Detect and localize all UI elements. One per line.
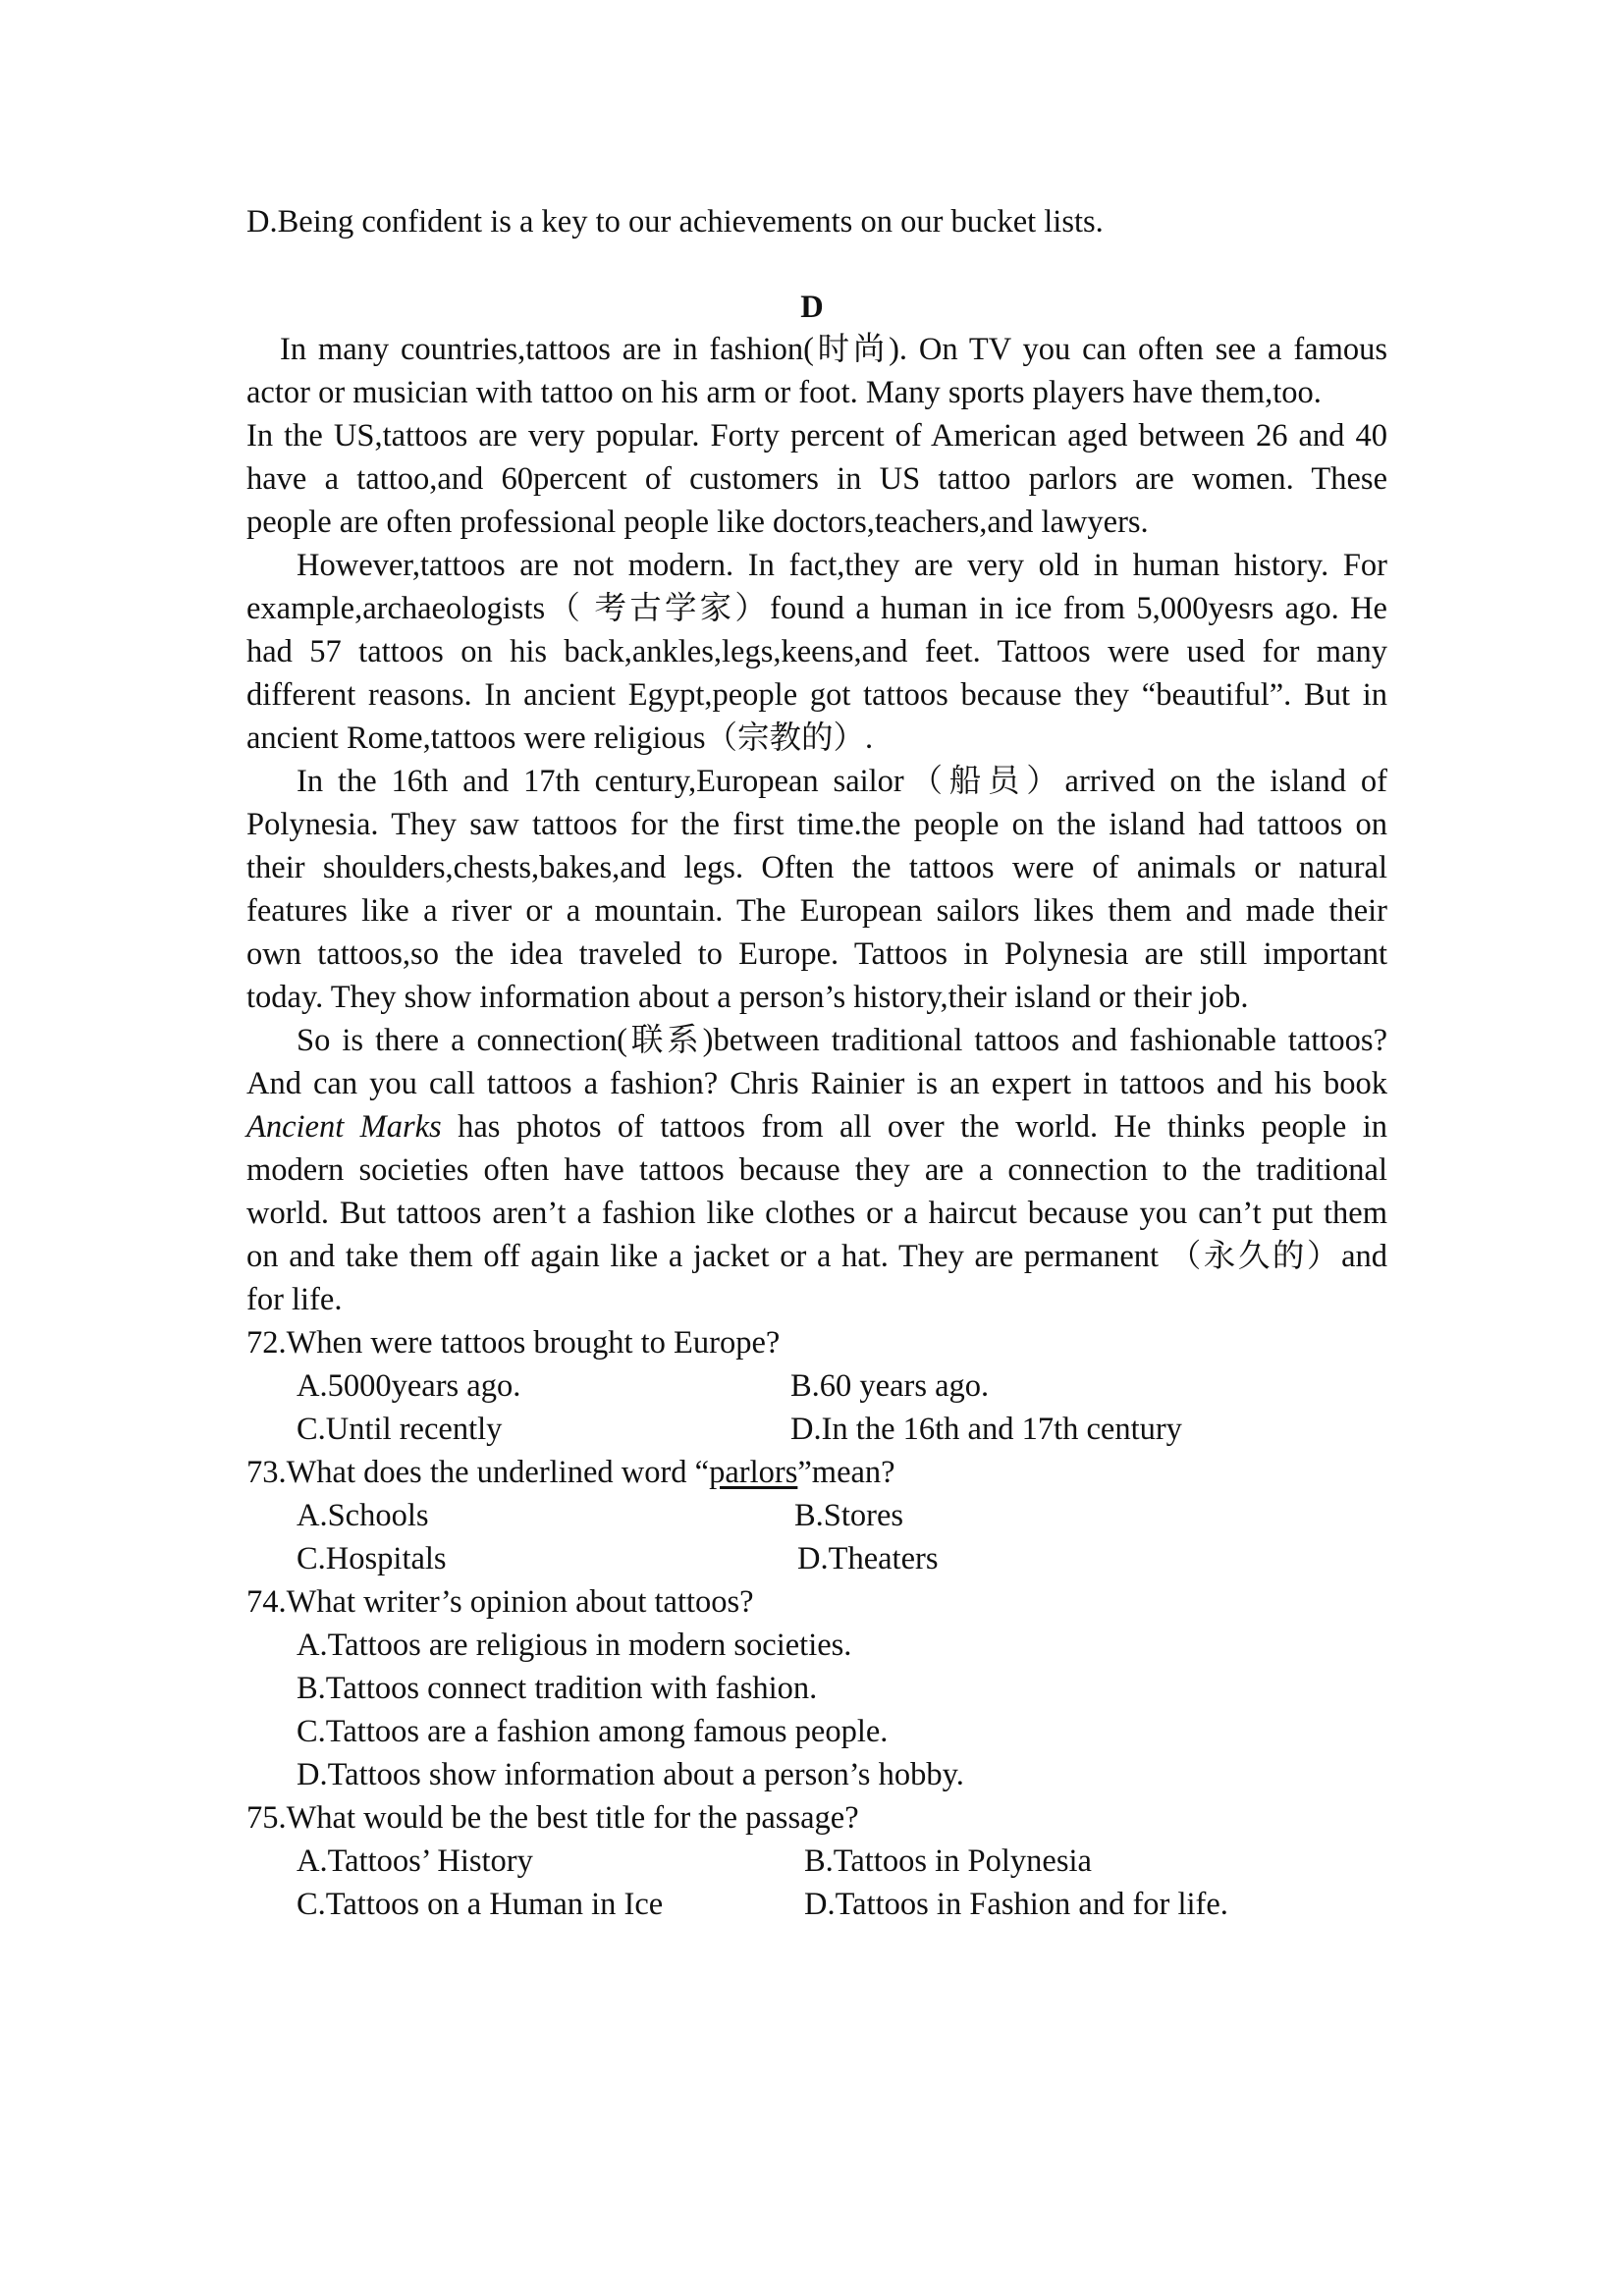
passage-line: modern societies often have tattoos because they are a connection to the traditional <box>246 1152 1387 1188</box>
passage-line: Polynesia. They saw tattoos for the first time.the people on the island had tattoos on <box>246 807 1387 842</box>
answer-option[interactable]: C.Hospitals <box>297 1541 447 1576</box>
answer-option[interactable]: A.Schools <box>297 1498 429 1533</box>
passage-line: In many countries,tattoos are in fashion(时尚). On TV you can often see a famous <box>280 332 1387 367</box>
passage-line: And can you call tattoos a fashion? Chris Rainier is an expert in tattoos and his book <box>246 1066 1387 1101</box>
question-stem: 74.What writer’s opinion about tattoos? <box>246 1584 754 1620</box>
passage-line: So is there a connection(联系)between traditional tattoos and fashionable tattoos? <box>297 1023 1387 1058</box>
answer-option[interactable]: A.5000years ago. <box>297 1368 521 1404</box>
passage-line: However,tattoos are not modern. In fact,they are very old in human history. For <box>297 548 1387 583</box>
question-stem: 72.When were tattoos brought to Europe? <box>246 1325 781 1361</box>
answer-option[interactable]: C.Tattoos are a fashion among famous people. <box>297 1714 889 1749</box>
passage-line: have a tattoo,and 60percent of customers in US tattoo parlors are women. These <box>246 461 1387 497</box>
passage-line: example,archaeologists（ 考古学家）found a human in ice from 5,000yesrs ago. He <box>246 591 1387 626</box>
answer-option[interactable]: A.Tattoos are religious in modern societies. <box>297 1628 852 1663</box>
passage-line: features like a river or a mountain. The European sailors likes them and made their <box>246 893 1387 929</box>
answer-option[interactable]: B.Tattoos in Polynesia <box>804 1843 1092 1879</box>
answer-option[interactable]: C.Tattoos on a Human in Ice <box>297 1887 664 1922</box>
answer-option[interactable]: D.In the 16th and 17th century <box>790 1412 1182 1447</box>
passage-line: Ancient Marks has photos of tattoos from all over the world. He thinks people in <box>246 1109 1387 1145</box>
passage-line: world. But tattoos aren’t a fashion like clothes or a haircut because you can’t put them <box>246 1196 1387 1231</box>
passage-line: today. They show information about a person’s history,their island or their job. <box>246 980 1249 1015</box>
question-stem: 75.What would be the best title for the passage? <box>246 1800 859 1836</box>
previous-question-option-d: D.Being confident is a key to our achievements on our bucket lists. <box>246 204 1104 240</box>
answer-option[interactable]: D.Tattoos in Fashion and for life. <box>804 1887 1228 1922</box>
passage-line: for life. <box>246 1282 343 1317</box>
passage-line: their shoulders,chests,bakes,and legs. Often the tattoos were of animals or natural <box>246 850 1387 885</box>
book-title: Ancient Marks <box>246 1109 442 1145</box>
answer-option[interactable]: B.60 years ago. <box>790 1368 990 1404</box>
passage-line: people are often professional people like doctors,teachers,and lawyers. <box>246 505 1149 540</box>
passage-line: on and take them off again like a jacket or a hat. They are permanent （永久的）and <box>246 1239 1387 1274</box>
passage-line: had 57 tattoos on his back,ankles,legs,keens,and feet. Tattoos were used for many <box>246 634 1387 669</box>
passage-line: actor or musician with tattoo on his arm or foot. Many sports players have them,too. <box>246 375 1322 410</box>
passage-line: own tattoos,so the idea traveled to Europe. Tattoos in Polynesia are still important <box>246 936 1387 972</box>
section-title: D <box>800 290 824 325</box>
passage-line: In the US,tattoos are very popular. Forty percent of American aged between 26 and 40 <box>246 418 1387 454</box>
answer-option[interactable]: C.Until recently <box>297 1412 503 1447</box>
answer-option[interactable]: D.Theaters <box>797 1541 939 1576</box>
answer-option[interactable]: A.Tattoos’ History <box>297 1843 533 1879</box>
question-stem: 73.What does the underlined word “parlors”mean? <box>246 1455 895 1490</box>
answer-option[interactable]: D.Tattoos show information about a person’s hobby. <box>297 1757 964 1792</box>
passage-line: different reasons. In ancient Egypt,people got tattoos because they “beautiful”. But in <box>246 677 1387 713</box>
passage-line: ancient Rome,tattoos were religious（宗教的）. <box>246 721 874 756</box>
passage-line: In the 16th and 17th century,European sailor（船员）arrived on the island of <box>297 764 1387 799</box>
answer-option[interactable]: B.Stores <box>794 1498 904 1533</box>
answer-option[interactable]: B.Tattoos connect tradition with fashion. <box>297 1671 818 1706</box>
underlined-word: parlors <box>709 1455 798 1490</box>
